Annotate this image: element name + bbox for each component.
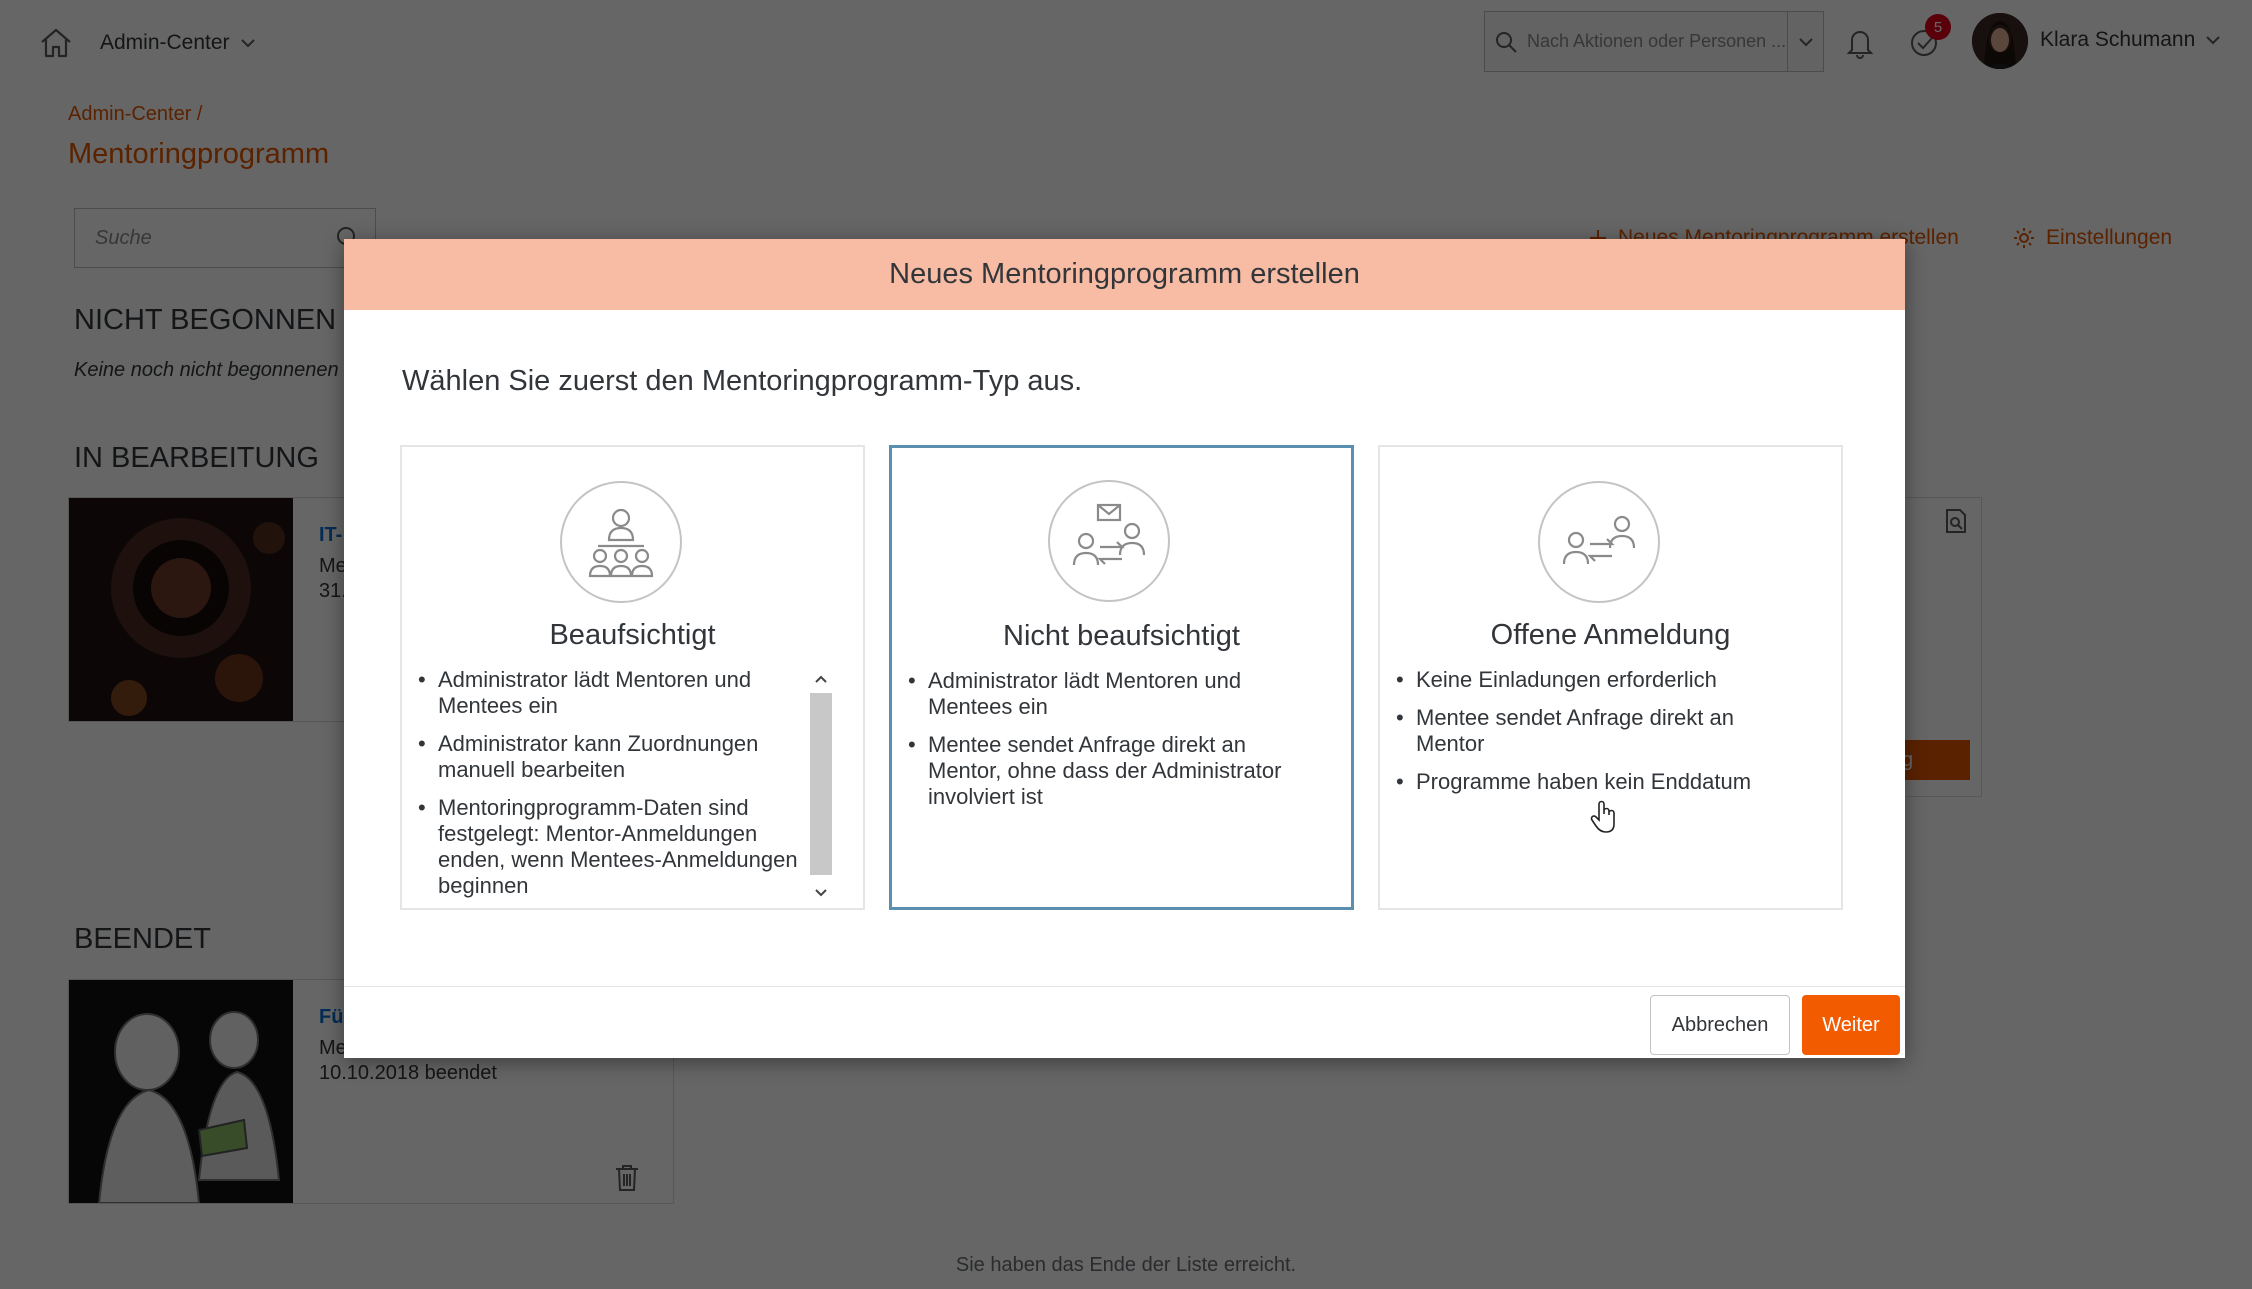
open-enrollment-icon bbox=[1538, 481, 1660, 603]
list-item: • Programme haben kein Enddatum bbox=[1396, 769, 1786, 795]
list-item: • Administrator kann Zuordnungen manuell bearbeiten bbox=[418, 731, 808, 783]
cancel-button[interactable]: Abbrechen bbox=[1650, 995, 1790, 1055]
dialog-footer bbox=[344, 986, 1905, 1058]
supervised-group-icon bbox=[560, 481, 682, 603]
dialog-title: Neues Mentoringprogramm erstellen bbox=[344, 239, 1905, 310]
list-item: • Mentoringprogramm-Daten sind festgelegt: Mentor-Anmeldungen enden, wenn Mentees-Anmeldungen beginnen bbox=[418, 795, 808, 899]
scrollbar-thumb[interactable] bbox=[810, 693, 832, 875]
type-card-supervised[interactable] bbox=[400, 445, 865, 910]
list-item: • Mentee sendet Anfrage direkt an Mentor, ohne dass der Administrator involviert ist bbox=[908, 732, 1298, 810]
chevron-down-icon[interactable] bbox=[810, 883, 832, 903]
type-card-bullets bbox=[418, 667, 808, 911]
list-item: • Keine Einladungen erforderlich bbox=[1396, 667, 1786, 693]
type-card-name: Beaufsichtigt bbox=[549, 619, 716, 651]
list-item: • Administrator lädt Mentoren und Mentees ein bbox=[908, 668, 1298, 720]
unsupervised-exchange-icon bbox=[1048, 480, 1170, 602]
next-button[interactable]: Weiter bbox=[1802, 995, 1900, 1055]
list-item: • Mentee sendet Anfrage direkt an Mentor bbox=[1396, 705, 1786, 757]
dialog-prompt: Wählen Sie zuerst den Mentoringprogramm-Typ aus. bbox=[402, 365, 1083, 397]
new-program-dialog bbox=[344, 239, 1905, 1058]
type-card-unsupervised[interactable] bbox=[889, 445, 1354, 910]
type-card-name: Nicht beaufsichtigt bbox=[1003, 620, 1240, 652]
hand-cursor-icon bbox=[1590, 800, 1618, 839]
type-card-name: Offene Anmeldung bbox=[1490, 619, 1731, 651]
chevron-up-icon[interactable] bbox=[810, 669, 832, 689]
type-card-scrollbar[interactable] bbox=[810, 669, 832, 903]
type-card-open-enrollment[interactable] bbox=[1378, 445, 1843, 910]
type-card-bullets bbox=[1396, 667, 1786, 807]
list-item: • Administrator lädt Mentoren und Mentees ein bbox=[418, 667, 808, 719]
type-card-bullets bbox=[908, 668, 1298, 822]
